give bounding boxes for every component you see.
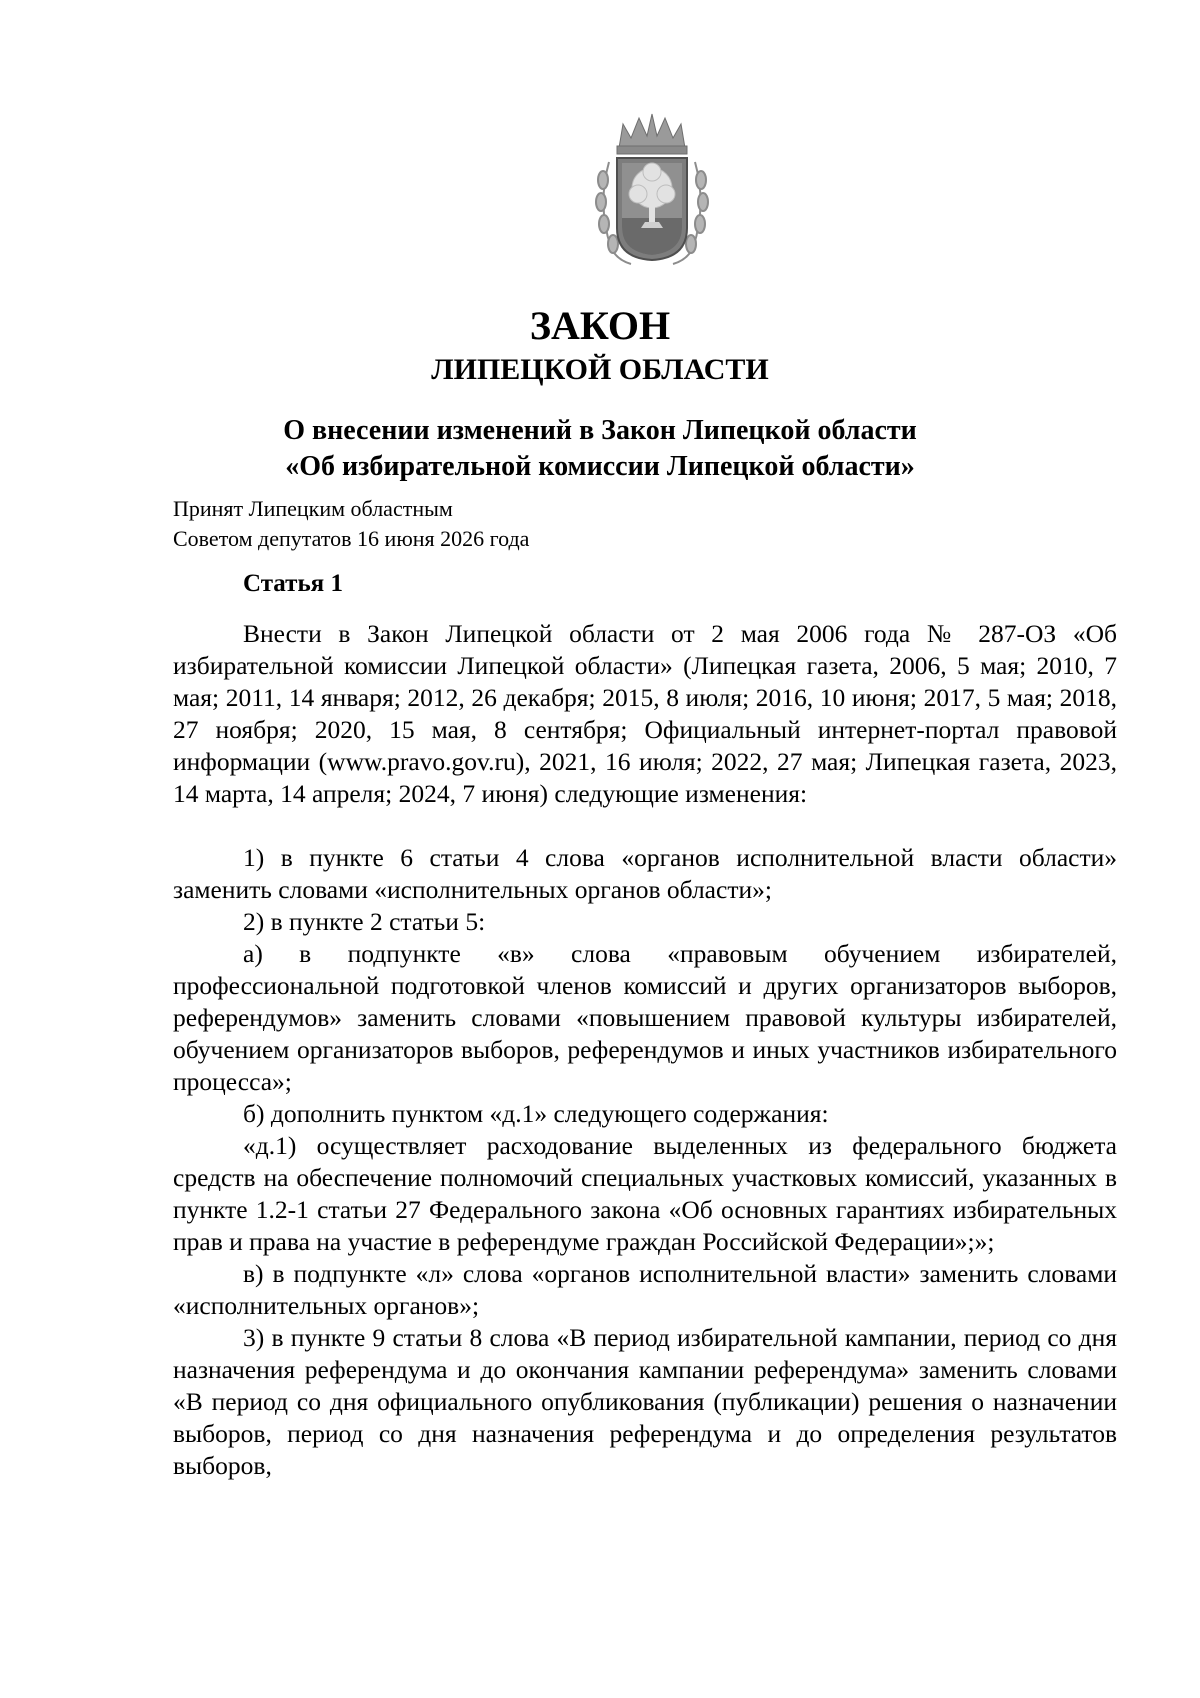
article-intro-paragraph: Внести в Закон Липецкой области от 2 мая 2006 года № 287-ОЗ «Об избирательной комиссии Липецкой области» (Липецкая газета, 2006, 5 мая; 2010, 7 мая; 2011, 14 января; 2012, 26 декабря; 2015, 8 июля; 2016, 10 июня; 2017, 5 мая; 2018, 27 ноября; 2020, 15 мая, 8 сентября; Официальный интернет-портал правовой информации (www.pravo.gov.ru), 2021, 16 июля; 2022, 27 мая; Липецкая газета, 2023, 14 марта, 14 апреля; 2024, 7 июня) следующие изменения:: [173, 619, 1117, 808]
amendment-subitem-v: в) в подпункте «л» слова «органов исполнительной власти» заменить словами «исполнительных органов»;: [173, 1259, 1117, 1320]
adoption-note-line-1: Принят Липецким областным: [173, 496, 453, 521]
amendment-subitem-b: б) дополнить пунктом «д.1» следующего содержания:: [243, 1099, 829, 1128]
article-heading: Статья 1: [243, 570, 343, 597]
amendment-item-2: 2) в пункте 2 статьи 5:: [243, 907, 486, 936]
amendment-item-1: 1) в пункте 6 статьи 4 слова «органов исполнительной власти области» заменить словами «исполнительных органов области»;: [173, 843, 1117, 904]
document-subtitle: ЛИПЕЦКОЙ ОБЛАСТИ: [431, 353, 769, 386]
adoption-note-line-2: Советом депутатов 16 июня 2026 года: [173, 526, 530, 551]
article-body: [173, 618, 1117, 1482]
document-title: ЗАКОН: [529, 303, 671, 348]
adoption-note: [173, 494, 529, 554]
law-name-line-1: О внесении изменений в Закон Липецкой области: [283, 415, 917, 446]
law-name: [0, 413, 1200, 485]
amendment-subitem-a: а) в подпункте «в» слова «правовым обучением избирателей, профессиональной подготовкой членов комиссий и других организаторов выборов, референдумов» заменить словами «повышением правовой культуры избирателей, обучением организаторов выборов, референдумов и иных участников избирательного процесса»;: [173, 939, 1117, 1096]
law-name-line-2: «Об избирательной комиссии Липецкой области»: [285, 451, 915, 482]
lipetsk-region-coat-of-arms-icon: [591, 110, 713, 268]
amendment-item-3: 3) в пункте 9 статьи 8 слова «В период избирательной кампании, период со дня назначения референдума и до окончания кампании референдума» заменить словами «В период со дня официального опубликования (публикации) решения о назначении выборов, период со дня назначения референдума и до определения результатов выборов,: [173, 1323, 1117, 1480]
amendment-subitem-d1: «д.1) осуществляет расходование выделенных из федерального бюджета средств на обеспечение полномочий специальных участковых комиссий, указанных в пункте 1.2-1 статьи 27 Федерального закона «Об основных гарантиях избирательных прав и права на участие в референдуме граждан Российской Федерации»;»;: [173, 1131, 1117, 1256]
